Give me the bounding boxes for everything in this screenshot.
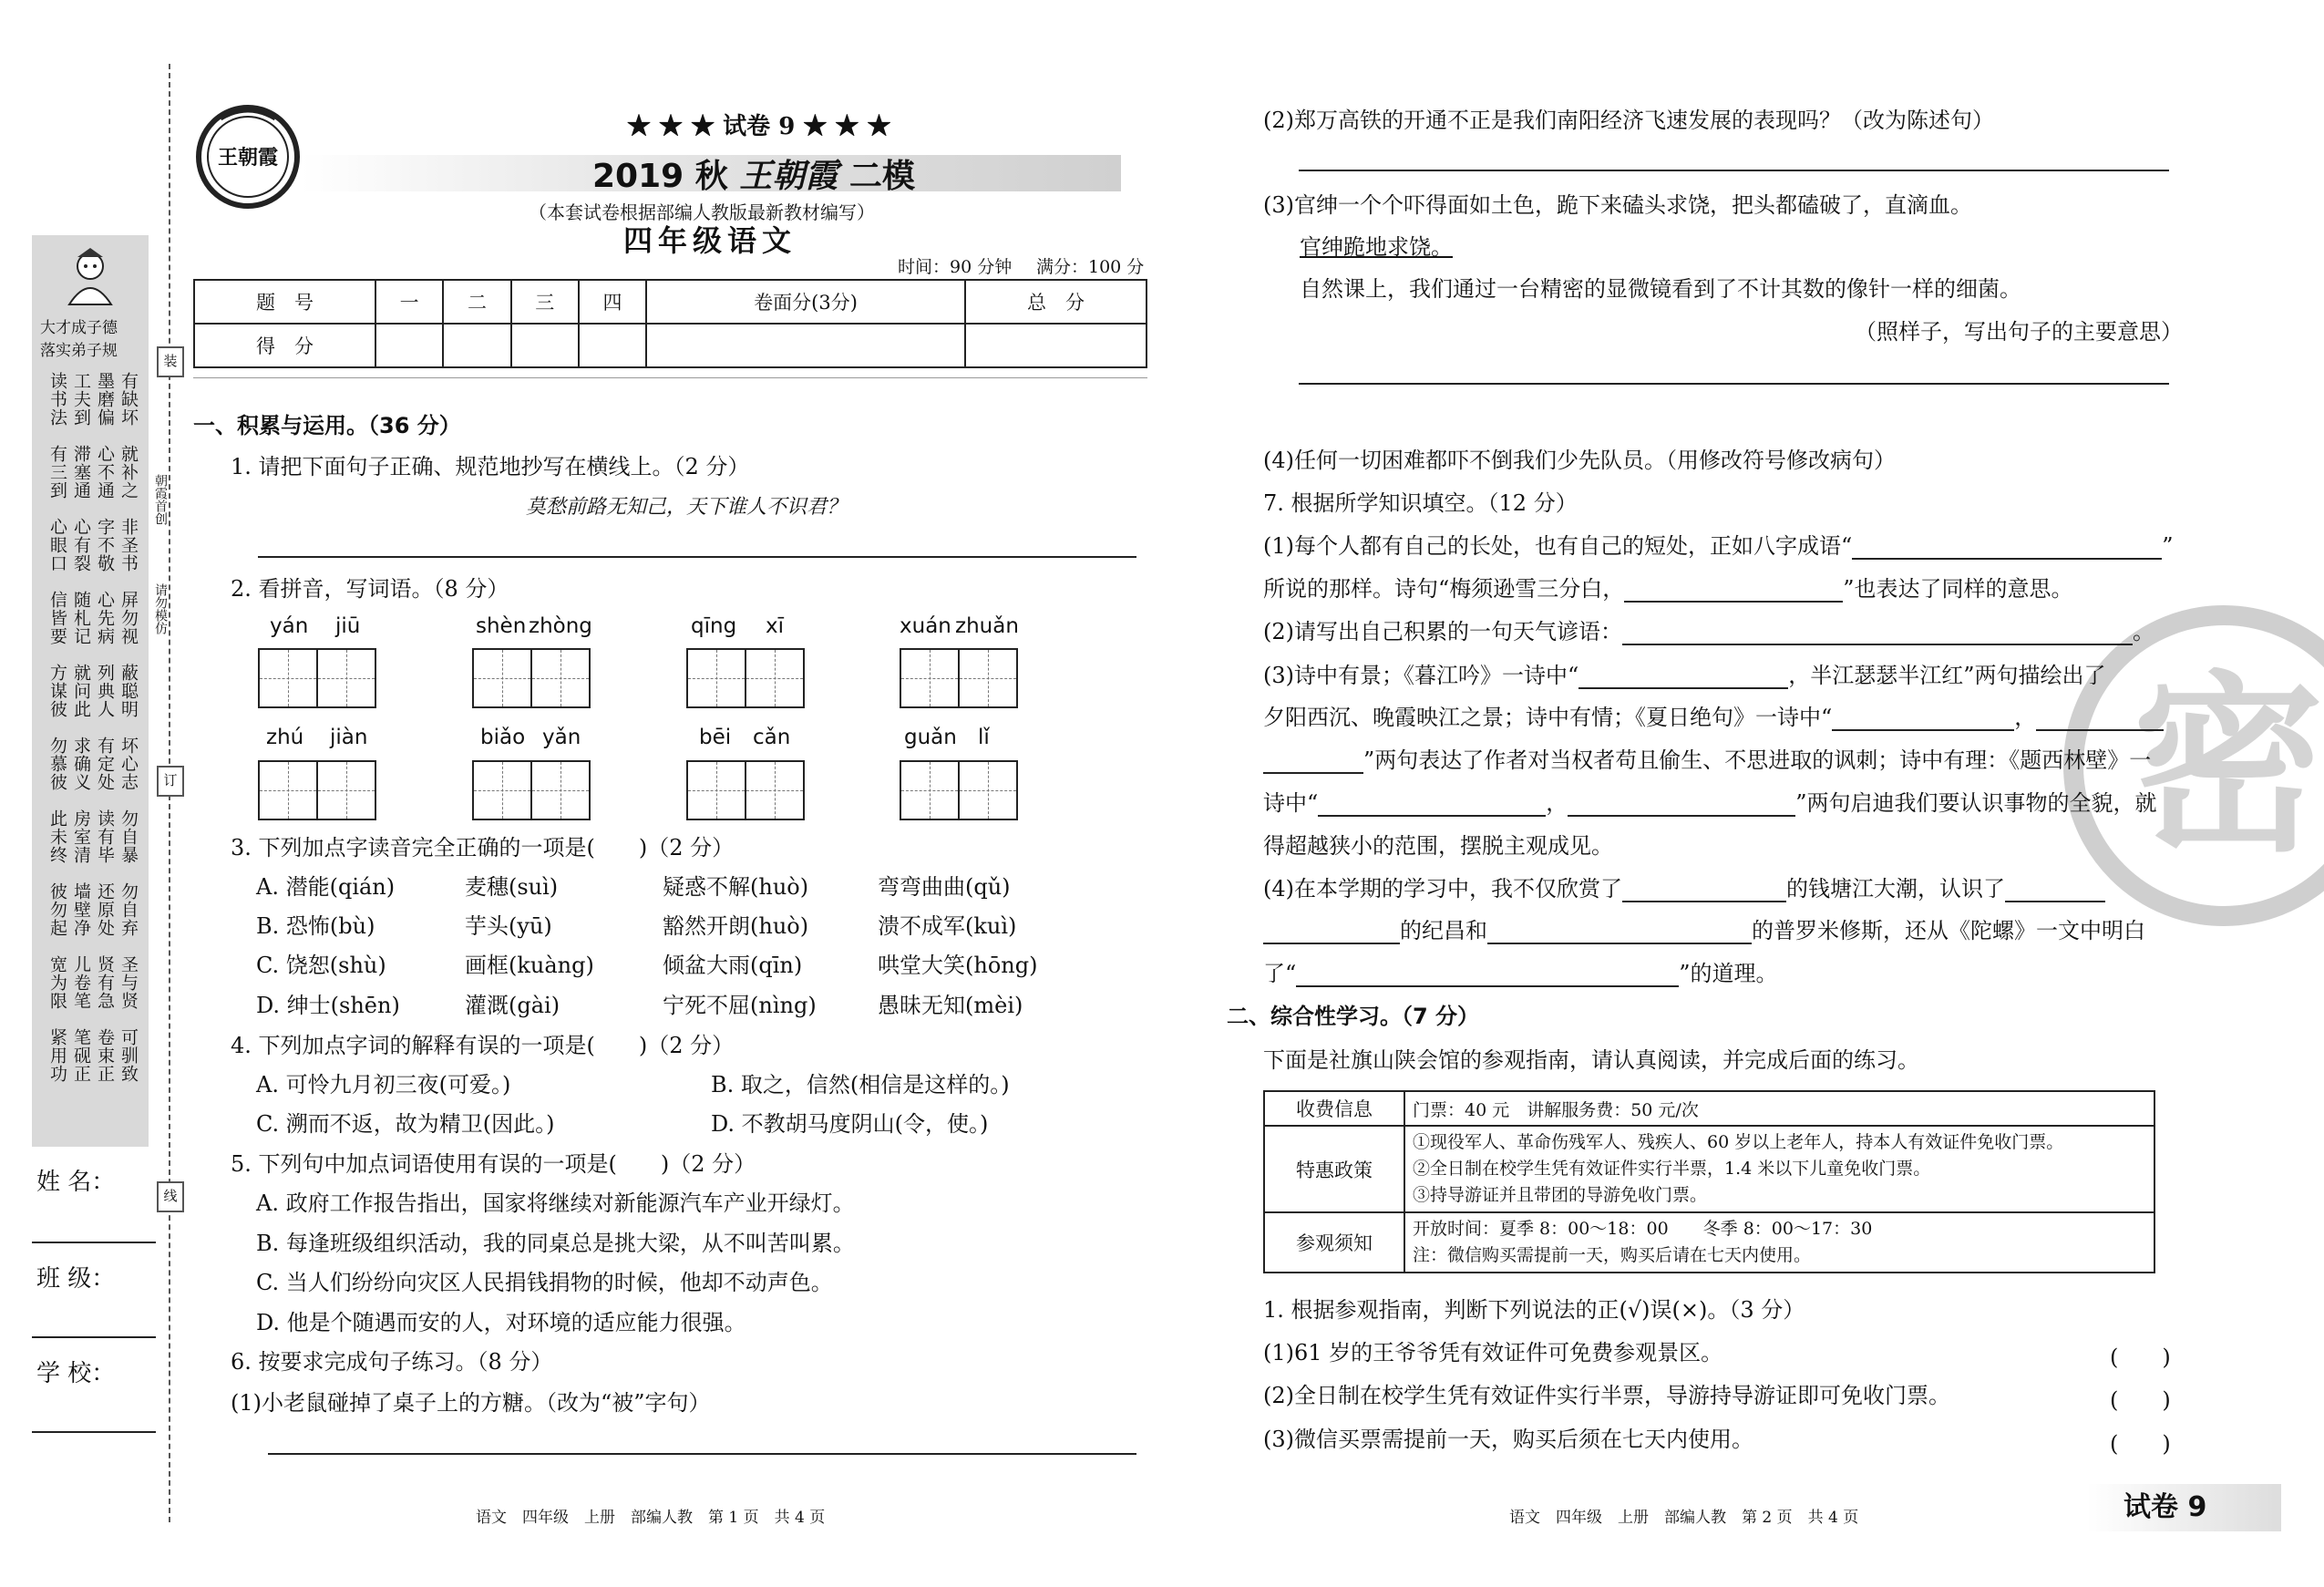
char-box[interactable] [316,760,376,820]
section2-intro: 下面是社旗山陕会馆的参观指南，请认真阅读，并完成后面的练习。 [1263,1047,1919,1073]
q6-3-answer-line[interactable] [1299,383,2169,385]
policy-item: ③持导游证并且带团的导游免收门票。 [1413,1185,1708,1205]
pinyin-2b: zhòng [529,614,592,638]
q7-3-blank-3[interactable] [2036,706,2164,731]
char-box[interactable] [530,648,591,708]
q7-4-line1 [1263,875,2105,902]
left-footer: 语文 四年级 上册 部编人教 第 1 页 共 4 页 [476,1509,826,1527]
q3-prompt: 3. 下列加点字读音完全正确的一项是( )（2 分） [231,835,735,860]
q4-prompt: 4. 下列加点字词的解释有误的一项是( )（2 分） [231,1033,735,1058]
q5-option: A. 政府工作报告指出，国家将继续对新能源汽车产业开绿灯。 [256,1190,855,1216]
char-box[interactable] [900,648,960,708]
section2-heading: 二、综合性学习。（7 分） [1227,1004,1480,1029]
score-input[interactable] [511,324,579,367]
motto-col: 信皆要 [47,591,67,645]
motto-col: 滞塞通 [71,445,91,500]
char-box[interactable] [258,648,318,708]
q3-option: B. 恐怖(bù) [256,913,375,939]
motto-col: 心先病 [95,591,115,645]
score-header-row [194,280,1147,324]
exam-title [592,157,915,196]
notice-row [1264,1212,2154,1273]
q7-3-line4 [1263,789,2157,817]
char-box[interactable] [472,760,532,820]
edition-note: （本套试卷根据部编人教版最新教材编写） [529,201,875,223]
q7-3-blank-4[interactable] [1263,748,1363,774]
score-cell: 二 [443,280,510,324]
motto-col: 圣与贤 [118,955,139,1010]
q1-answer-line[interactable] [258,556,1136,558]
q7-3-blank-2[interactable] [1832,706,2014,731]
q4-option: B. 取之，信然(相信是这样的。) [711,1072,1010,1098]
q7-4-line3 [1263,960,1778,987]
binding-mark-2: 订 [157,766,184,797]
motto-col: 工夫到 [71,372,91,427]
q7-3-text-f: 诗中“ [1263,790,1319,816]
char-box[interactable] [258,760,318,820]
q7-prompt: 7. 根据所学知识填空。（12 分） [1263,490,1578,516]
exam-badge-text: 试卷 9 [723,113,796,140]
q3-option: 哄堂大笑(hōng) [878,953,1038,978]
q7-1-text-c: 所说的那样。诗句“梅须逊雪三分白， [1263,576,1625,602]
motto-col: 笔砚正 [71,1028,91,1083]
q3-option: 豁然开朗(huò) [663,913,809,939]
char-box[interactable] [686,648,746,708]
class-field[interactable] [32,1336,156,1338]
motto-col: 勿自弃 [118,882,139,937]
binding-mark-1: 装 [157,346,184,377]
notice-values [1404,1212,2154,1273]
motto-col: 有定处 [95,737,115,791]
q7-3-line2 [1263,704,2164,731]
exam-badge: ★ ★ ★ 试卷 9 ★ ★ ★ [627,113,891,140]
pinyin-3a: qīng [691,614,737,638]
q4-option: D. 不教胡马度阴山(令，使。) [711,1111,989,1137]
q7-3-text-d: ， [2014,705,2037,730]
q7-1-line2 [1263,575,2073,603]
q3-option: 宁死不屈(nìng) [663,993,817,1018]
q7-3-text-h: ”两句启迪我们要认识事物的全貌，就 [1795,790,2157,816]
q7-3-line1 [1263,662,2106,689]
q7-3-text-c: 夕阳西沉、晚霞映江之景；诗中有情；《夏日绝句》一诗中“ [1263,705,1833,730]
q7-4-text-a: (4)在本学期的学习中，我不仅欣赏了 [1263,876,1622,902]
motto-col: 有缺坏 [118,372,139,427]
motto-col: 宽为限 [47,955,67,1010]
q4-option: A. 可怜九月初三夜(可爱。) [256,1072,511,1098]
q6-1-answer-line[interactable] [268,1453,1136,1455]
pinyin-5b: jiàn [330,726,368,749]
s2-answer-2[interactable]: ( ) [2110,1387,2171,1413]
q7-3-text-b: ，半江瑟瑟半江红”两句描绘出了 [1788,663,2106,688]
motto-col: 勿自暴 [118,809,139,864]
policy-label: 特惠政策 [1264,1126,1404,1212]
side-note-1: 朝霞首创 [153,474,168,525]
s2-q1-prompt: 1. 根据参观指南，判断下列说法的正(√)误(×)。（3 分） [1263,1297,1805,1323]
motto-col: 就补之 [118,445,139,500]
motto-col: 非圣书 [118,518,139,572]
score-input[interactable] [579,324,646,367]
char-box[interactable] [900,760,960,820]
motto-col: 方谋彼 [47,664,67,718]
score-cell: 三 [511,280,579,324]
char-box[interactable] [745,760,805,820]
q6-3-example-answer: 官绅跪地求饶。 [1300,234,1453,260]
exam-full-score: 满分：100 分 [1036,257,1145,277]
q7-1-text-a: (1)每个人都有自己的长处，也有自己的短处，正如八字成语“ [1263,533,1853,559]
motto-col: 墙壁净 [71,882,91,937]
q6-3-example-sentence: 自然课上，我们通过一台精密的显微镜看到了不计其数的像针一样的细菌。 [1300,276,2021,302]
q7-2-end: 。 [2133,619,2154,644]
q6-2-prompt: (2)郑万高铁的开通不正是我们南阳经济飞速发展的表现吗？（改为陈述句） [1263,108,1994,133]
q3-option: C. 饶恕(shù) [256,953,386,978]
pinyin-7a: bēi [699,726,732,749]
q7-3-text-g: ， [1546,790,1568,816]
q7-2-text: (2)请写出自己积累的一句天气谚语： [1263,619,1622,644]
s2-item-1: (1)61 岁的王爷爷凭有效证件可免费参观景区。 [1263,1340,1723,1365]
s2-item-2: (2)全日制在校学生凭有效证件实行半票，导游持导游证即可免收门票。 [1263,1383,1950,1408]
char-box[interactable] [958,648,1018,708]
section1-heading: 一、积累与运用。（36 分） [193,413,461,438]
name-field-label: 姓 名： [36,1169,116,1196]
q7-3-blank-1[interactable] [1578,664,1788,689]
score-table [193,279,1147,368]
policy-item: ②全日制在校学生凭有效证件实行半票，1.4 米以下儿童免收门票。 [1413,1159,1931,1179]
class-field-label: 班 级： [36,1265,116,1293]
q7-4-blank-2[interactable] [2005,877,2105,902]
q7-4-text-c: 的纪昌和 [1400,918,1487,943]
q7-3-text-a: (3)诗中有景；《暮江吟》一诗中“ [1263,663,1579,688]
s2-item-3: (3)微信买票需提前一天，购买后须在七天内使用。 [1263,1427,1753,1452]
pinyin-3b: xī [766,614,785,638]
school-field-label: 学 校： [36,1360,116,1387]
q4-option: C. 溯而不返，故为精卫(因此。) [256,1111,555,1137]
q5-option: C. 当人们纷纷向灾区人民捐钱捐物的时候，他却不动声色。 [256,1270,833,1295]
q7-1-text-b: ” [2162,533,2174,559]
pinyin-6a: biǎo [480,726,526,749]
score-cell: 题 号 [194,280,375,324]
score-cell: 四 [579,280,646,324]
slogan-line-2: 落实弟子规 [40,342,118,360]
q7-4-blank-4[interactable] [1487,919,1752,944]
motto-col: 还原处 [95,882,115,937]
motto-col: 列典人 [95,664,115,718]
policy-row [1264,1126,2154,1212]
q3-option: 麦穗(suì) [465,874,559,900]
q7-1-text-d: ”也表达了同样的意思。 [1843,576,2073,602]
char-box[interactable] [745,648,805,708]
q3-option: 溃不成军(kuì) [878,913,1017,939]
pinyin-7b: cǎn [753,726,791,749]
motto-col: 读有毕 [95,809,115,864]
q7-1-line1 [1263,532,2174,560]
char-box[interactable] [686,760,746,820]
pinyin-2a: shèn [476,614,527,638]
fee-value: 门票：40 元 讲解服务费：50 元/次 [1404,1091,2154,1126]
score-value-row [194,324,1147,367]
char-box[interactable] [958,760,1018,820]
q3-option: 愚昧无知(mèi) [878,993,1023,1018]
q1-prompt: 1. 请把下面句子正确、规范地抄写在横线上。（2 分） [231,454,750,479]
q7-4-text-f: ”的道理。 [1679,961,1778,986]
policy-item: ①现役军人、革命伤残军人、残疾人、60 岁以上老年人，持本人有效证件免收门票。 [1413,1132,2064,1152]
q3-option: D. 绅士(shēn) [256,993,400,1018]
score-input[interactable] [965,324,1147,367]
q7-4-blank-1[interactable] [1622,877,1786,902]
q6-1-prompt: (1)小老鼠碰掉了桌子上的方糖。（改为“被”字句） [231,1390,711,1416]
motto-col: 儿卷笔 [71,955,91,1010]
brand-logo-text: 王朝霞 [217,146,278,170]
right-footer: 语文 四年级 上册 部编人教 第 2 页 共 4 页 [1509,1509,1859,1527]
motto-col: 蔽聪明 [118,664,139,718]
q3-option: 疑惑不解(huò) [663,874,809,900]
subject-title: 四年级语文 [623,223,797,258]
fee-label: 收费信息 [1264,1091,1404,1126]
pinyin-6b: yǎn [542,726,581,749]
seal-text: 密 [2133,653,2324,878]
motto-col: 彼勿起 [47,882,67,937]
pinyin-4a: xuán [900,614,951,638]
motto-col: 贤有急 [95,955,115,1010]
q6-2-answer-line[interactable] [1299,170,2169,171]
motto-col: 心有裂 [71,518,91,572]
q7-1-blank-idiom[interactable] [1852,534,2162,560]
char-box[interactable] [530,760,591,820]
score-cell: 一 [375,280,443,324]
motto-grid [44,372,144,1101]
name-field[interactable] [32,1242,156,1243]
q3-option: 倾盆大雨(qīn) [663,953,803,978]
q6-prompt: 6. 按要求完成句子练习。（8 分） [231,1349,553,1375]
q7-2-blank[interactable] [1622,620,2133,645]
motto-col: 屏勿视 [118,591,139,645]
s2-answer-3[interactable]: ( ) [2110,1431,2171,1457]
notice-label: 参观须知 [1264,1212,1404,1273]
q6-3-prompt: (3)官绅一个个吓得面如土色，跪下来磕头求饶，把头都磕破了，直滴血。 [1263,192,1972,218]
score-label: 得 分 [194,324,375,367]
motto-col: 卷束正 [95,1028,115,1083]
q3-option: 弯弯曲曲(qǔ) [878,874,1011,900]
motto-col: 勿慕彼 [47,737,67,791]
notice-item: 注：微信购买需提前一天，购买后请在七天内使用。 [1413,1245,1812,1265]
s2-answer-1[interactable]: ( ) [2110,1345,2171,1370]
q6-3-hint: （照样子，写出句子的主要意思） [1855,319,2183,345]
motto-col: 读书法 [47,372,67,427]
q7-3-line5: 得超越狭小的范围，摆脱主观成见。 [1263,833,1613,859]
visit-guide-table [1263,1090,2155,1273]
side-note-2: 请勿模仿 [153,583,168,634]
binding-mark-3: 线 [157,1181,184,1212]
motto-col: 墨磨偏 [95,372,115,427]
score-input[interactable] [646,324,965,367]
q7-3-blank-5[interactable] [1318,791,1546,817]
q7-3-line3 [1263,747,2151,774]
score-cell: 总 分 [965,280,1147,324]
q7-4-text-e: 了“ [1263,961,1297,986]
motto-col: 此未终 [47,809,67,864]
notice-item: 开放时间：夏季 8：00～18：00 冬季 8：00～17：30 [1413,1219,1873,1239]
motto-col: 有三到 [47,445,67,500]
school-field[interactable] [32,1431,156,1433]
q7-4-line2 [1263,917,2145,944]
q3-option: 画框(kuàng) [465,953,594,978]
q3-option: 芋头(yū) [465,913,552,939]
header-divider [193,377,1147,378]
mascot-figure [53,244,128,308]
q7-4-blank-3[interactable] [1263,919,1400,944]
q7-4-blank-5[interactable] [1296,962,1679,987]
motto-col: 求确义 [71,737,91,791]
q5-option: D. 他是个随遇而安的人，对环境的适应能力很强。 [256,1310,746,1335]
fee-row [1264,1091,2154,1126]
motto-col: 随札记 [71,591,91,645]
q3-option: 灌溉(gài) [465,993,560,1018]
pinyin-5a: zhú [266,726,304,749]
q2-prompt: 2. 看拼音，写词语。（8 分） [231,576,509,602]
char-box[interactable] [316,648,376,708]
motto-col: 坏心志 [118,737,139,791]
motto-col: 可驯致 [118,1028,139,1083]
score-input[interactable] [375,324,443,367]
motto-col: 心不通 [95,445,115,500]
pinyin-1a: yán [270,614,309,638]
motto-col: 字不敬 [95,518,115,572]
title-suffix: 二模 [848,158,915,195]
slogan-line-1: 大才成子德 [40,319,118,337]
title-year: 2019 秋 [592,158,728,195]
q7-3-text-e: ”两句表达了作者对当权者苟且偷生、不思进取的讽刺；诗中有理：《题西林壁》一 [1363,747,2152,773]
pinyin-8a: guǎn [904,726,957,749]
q1-sentence: 莫愁前路无知己，天下谁人不识君？ [526,496,848,519]
pinyin-8b: lǐ [978,726,990,749]
motto-col: 房室清 [71,809,91,864]
title-brand: 王朝霞 [739,157,838,195]
score-input[interactable] [443,324,510,367]
pinyin-1b: jiū [335,614,361,638]
q3-option: A. 潜能(qián) [256,874,396,900]
q7-3-blank-6[interactable] [1568,791,1795,817]
brand-logo [193,102,303,211]
q7-4-text-b: 的钱塘江大潮，认识了 [1786,876,2005,902]
q5-option: B. 每逢班级组织活动，我的同桌总是挑大梁，从不叫苦叫累。 [256,1231,855,1256]
pinyin-4b: zhuǎn [955,614,1019,638]
char-box[interactable] [472,648,532,708]
motto-col: 紧用功 [47,1028,67,1083]
policy-values [1404,1126,2154,1212]
q5-prompt: 5. 下列句中加点词语使用有误的一项是( )（2 分） [231,1151,756,1177]
score-cell: 卷面分(3分) [646,280,965,324]
motto-col: 就问此 [71,664,91,718]
motto-col: 心眼口 [47,518,67,572]
q7-1-blank-poem[interactable] [1624,577,1843,603]
exam-time: 时间：90 分钟 [898,257,1013,277]
q6-4-prompt: (4)任何一切困难都吓不倒我们少先队员。（用修改符号修改病句） [1263,448,1896,473]
q7-4-text-d: 的普罗米修斯，还从《陀螺》一文中明白 [1752,918,2145,943]
corner-badge-text: 试卷 9 [2123,1491,2207,1523]
q7-2-line [1263,618,2154,645]
